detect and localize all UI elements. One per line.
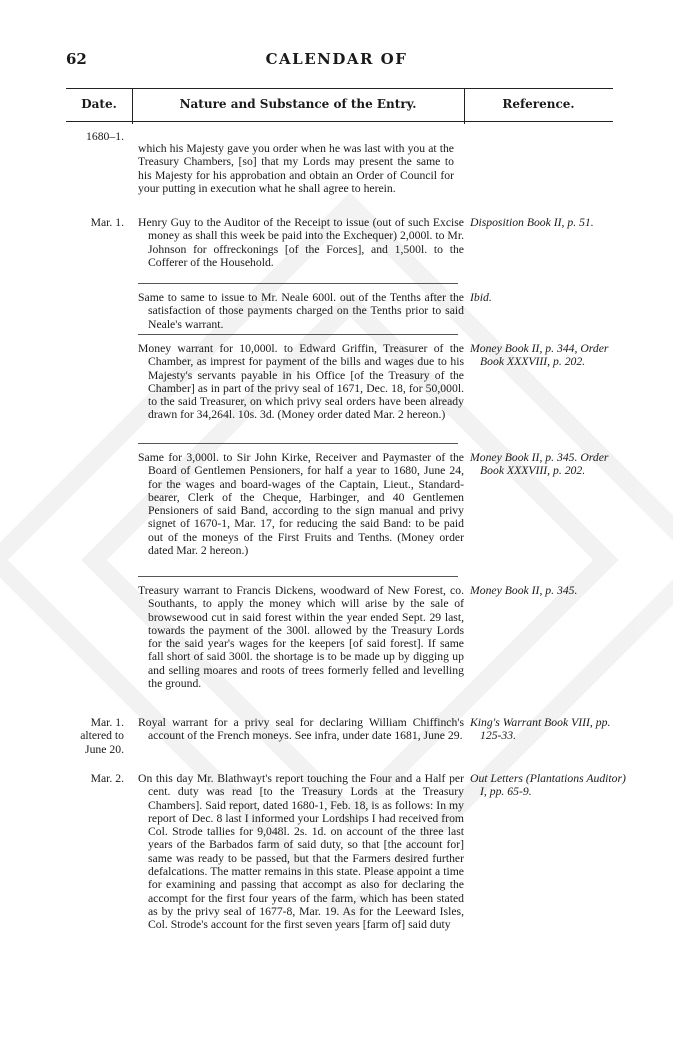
entry-separator [138,576,458,577]
entry-reference: King's Warrant Book VIII, pp. 125-33. [470,716,611,743]
entry-text: Money warrant for 10,000l. to Edward Griffin, Treasurer of the Chamber, as imprest for payment of the bills and wages due to his Majesty's servants payable in his Office [of the Treasury of the Chamber] as in part of the privy seal of 1671, Dec. 18, for 50,000l. to the said Treasurer, on which privy seal orders have been already drawn for 34,264l. 10s. 3d. (Money order dated Mar. 2 hereon.) [138,342,464,422]
entry-separator [138,443,458,444]
entry-separator [138,283,458,284]
entry-text: Same for 3,000l. to Sir John Kirke, Receiver and Paymaster of the Board of Gentlemen Pensioners, for half a year to 1680, June 24, for the wages and board-wages of the Captain, Lieut., Standard-bearer, Clerk of the Cheque, Harbinger, and 40 Gentlemen Pensioners of said Band, according to the sign manual and privy signet of 1670-1, Mar. 17, for reducing the said Band: to be paid out of the moneys of the First Fruits and Tenths. (Money order dated Mar. 2 hereon.) [138,451,464,558]
table-top-rule [66,88,613,89]
entry-separator [138,334,458,335]
entry-date: Mar. 2. [90,772,124,785]
entry-date: Mar. 1. altered to June 20. [80,716,124,756]
page-title: CALENDAR OF [265,50,408,68]
entry-date: 1680–1. [86,130,124,143]
column-header-entry: Nature and Substance of the Entry. [179,97,417,111]
entry-reference: Money Book II, p. 345. [470,584,578,597]
column-header-reference: Reference. [502,97,575,111]
page-header [0,50,673,74]
entry-text: On this day Mr. Blathwayt's report touching the Four and a Half per cent. duty was read [to the Treasury Lords at the Treasury Chambers]. Said report, dated 1680-1, Feb. 18, is as follows: In my report of Dec. 8 last I informed your Lordships I had received from Col. Strode tallies for 9,048l. 2s. 1d. on account of the three last years of the Barbados farm of said duty, so that [the account for] same was ready to be passed, but that the Farmers desired further defalcations. The matter remains in this state. Please appoint a time for examining and passing that accompt as also for declaring the accompt for the first four years of the farm, which has been stated as by the privy seal of 1677-8, Mar. 19. As for the Leeward Isles, Col. Strode's account for the first seven years [farm of] said duty [138,772,464,932]
entry-reference: Money Book II, p. 344, Order Book XXXVIII, p. 202. [470,342,609,369]
column-header-date: Date. [81,97,117,111]
entry-text: Royal warrant for a privy seal for declaring William Chiffinch's account of the French moneys. See infra, under date 1681, June 29. [138,716,464,743]
entry-reference: Out Letters (Plantations Auditor) I, pp. 65-9. [470,772,626,799]
entry-reference: Ibid. [470,291,492,304]
entry-reference: Money Book II, p. 345. Order Book XXXVIII, p. 202. [470,451,609,478]
table-header-rule [66,121,613,122]
entry-text: Treasury warrant to Francis Dickens, woodward of New Forest, co. Southants, to apply the money which will arise by the sale of browsewood cut in said forest within the year ended Sept. 29 last, towards the payment of the 300l. allowed by the Treasury Lords for the said year's wages for the keepers [of said forest]. If same fall short of said 300l. the shortage is to be made up by digging up and selling moares and roots of trees formerly felled and levelling the ground. [138,584,464,691]
entry-text: Henry Guy to the Auditor of the Receipt to issue (out of such Excise money as shall this week be paid into the Exchequer) 2,000l. to Mr. Johnson for offreckonings [of the Forces], and 1,500l. to the Cofferer of the Household. [138,216,464,269]
entry-text: Same to same to issue to Mr. Neale 600l. out of the Tenths after the satisfaction of those payments charged on the Tenths prior to said Neale's warrant. [138,291,464,331]
page-number: 62 [66,50,87,68]
entry-text: which his Majesty gave you order when he was last with you at the Treasury Chambers, [so] that my Lords may present the same to his Majesty for his approbation and obtain an Order of Council for your putting in execution what he shall agree to herein. [138,142,454,195]
entry-date: Mar. 1. [90,216,124,229]
entry-reference: Disposition Book II, p. 51. [470,216,594,229]
